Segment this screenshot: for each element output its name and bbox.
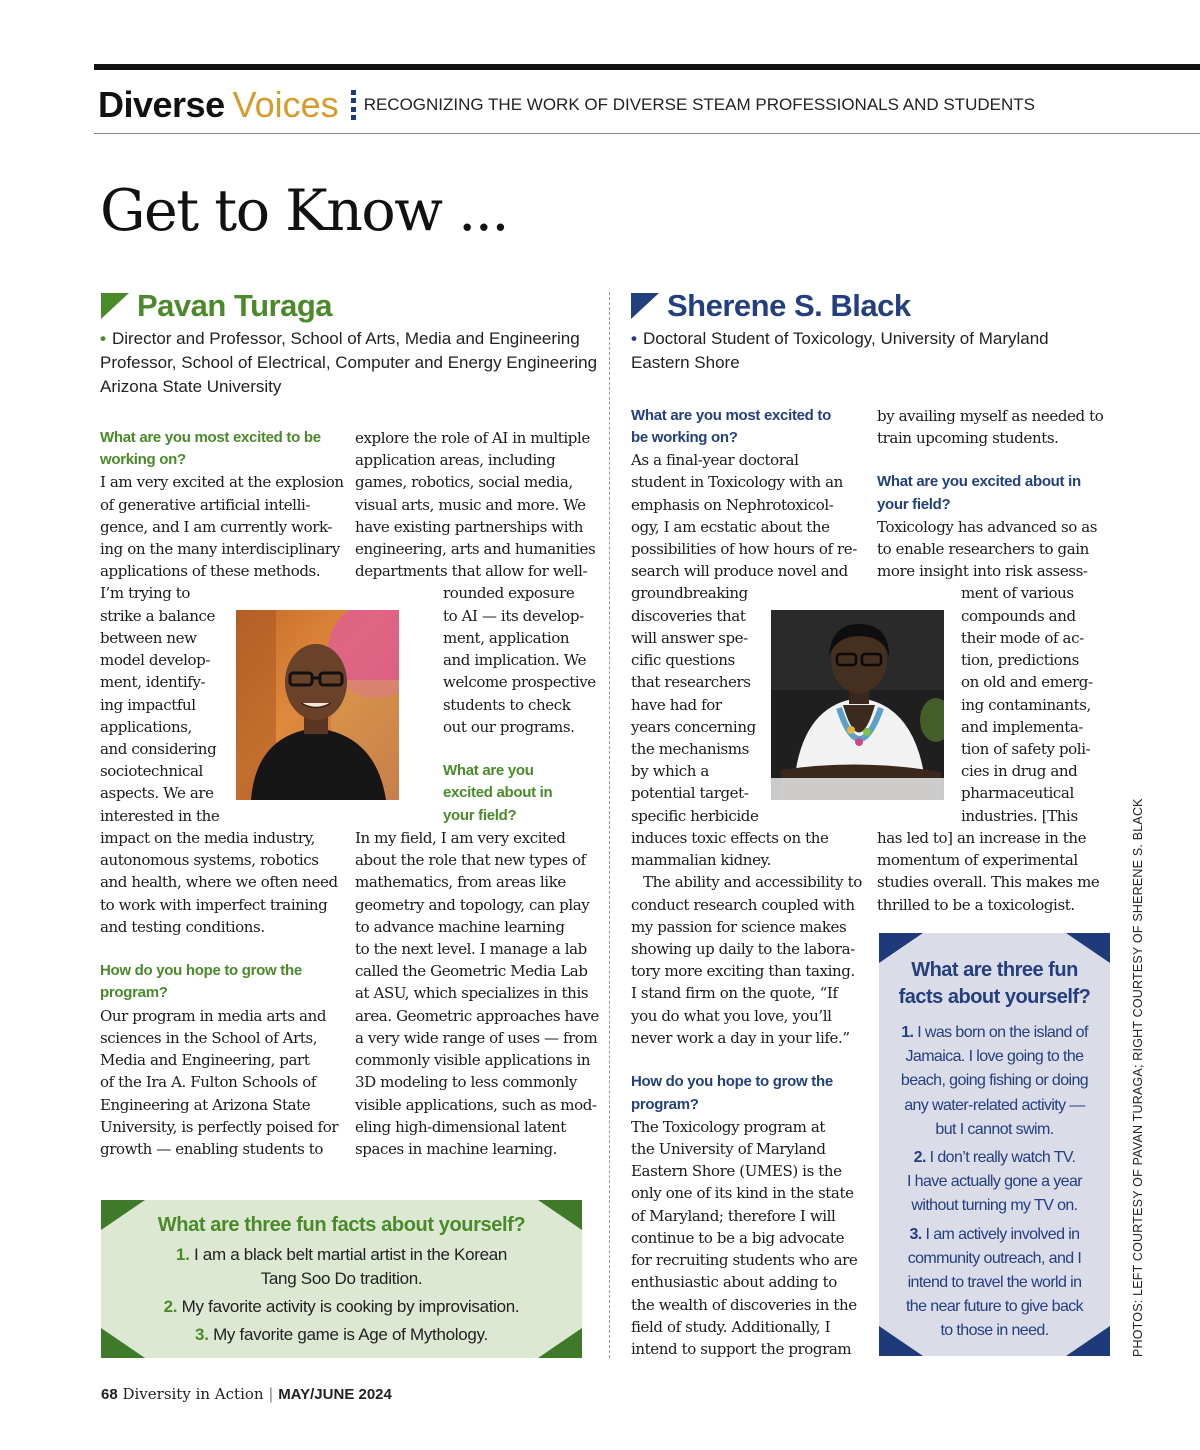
right-fun-title: What are three fun facts about yourself? (898, 959, 1091, 1008)
left-name-row (101, 288, 332, 324)
right-subtitle: • Doctoral Student of Toxicology, University of Maryland Eastern Shore (631, 329, 1049, 372)
navy-flag-icon (631, 293, 659, 319)
right-name: Sherene S. Black (667, 288, 911, 323)
green-flag-icon (101, 293, 129, 319)
right-fun-fact-2: 2. I don’t really watch TV. (913, 1149, 1076, 1167)
page-number: 68 (101, 1386, 118, 1403)
masthead-tagline: RECOGNIZING THE WORK OF DIVERSE STEAM PROFESSIONALS AND STUDENTS (363, 95, 1035, 114)
page-footer: 68 Diversity in Action | MAY/JUNE 2024 (101, 1385, 392, 1403)
right-fun-fact-1: 1. I was born on the island of (901, 1024, 1088, 1041)
left-fun-fact-2: 2. My favorite activity is cooking by improvisation. (163, 1297, 520, 1316)
column-divider (609, 292, 610, 1358)
left-fun-facts-box: What are three fun facts about yourself? 1. I am a black belt martial artist in the Korean Tang Soo Do tradition. 2. My favorite activity is cooking by improvisation. 3. My favorite game is Age of Mythology. (101, 1200, 582, 1358)
masthead-diverse: Diverse (98, 84, 225, 125)
masthead (98, 82, 1035, 128)
left-fun-title: What are three fun facts about yourself? (157, 1214, 526, 1236)
left-fun-fact-1: 1. I am a black belt martial artist in the Korean (175, 1245, 508, 1264)
masthead-voices: Voices (232, 84, 339, 125)
issue-date: MAY/JUNE 2024 (278, 1386, 392, 1403)
right-name-row (631, 288, 911, 324)
magazine-name: Diversity in Action (122, 1385, 264, 1403)
left-fun-fact-3: 3. My favorite game is Age of Mythology. (195, 1325, 488, 1344)
right-fun-fact-3: 3. I am actively involved in (909, 1225, 1080, 1243)
sherene-black-photo (771, 610, 944, 800)
photo-credit: PHOTOS: LEFT COURTESY OF PAVAN TURAGA; RIGHT COURTESY OF SHERENE S. BLACK (1131, 798, 1145, 1357)
left-name: Pavan Turaga (137, 288, 333, 323)
pavan-turaga-photo (236, 610, 399, 800)
right-fun-facts-box (879, 933, 1110, 1356)
page-title: Get to Know ... (100, 178, 509, 244)
masthead-rule (94, 133, 1200, 134)
dots-divider-icon (351, 90, 356, 120)
right-fun-facts-list: 1. I was born on the island of Jamaica. I love going to the beach, going fishing or doing any water-related activity — but I cannot swim. 2. I don’t really watch TV. I have actually gone a year without turning my TV on. 3. I am actively involved in community outreach, and I intend to travel the world in the near future to give back to those in need. (879, 1021, 1110, 1344)
left-subtitle: • Director and Professor, School of Arts, Media and Engineering Professor, School of Electrical, Computer and Energy Engineering Arizona State University (100, 329, 598, 396)
top-rule (94, 64, 1200, 70)
